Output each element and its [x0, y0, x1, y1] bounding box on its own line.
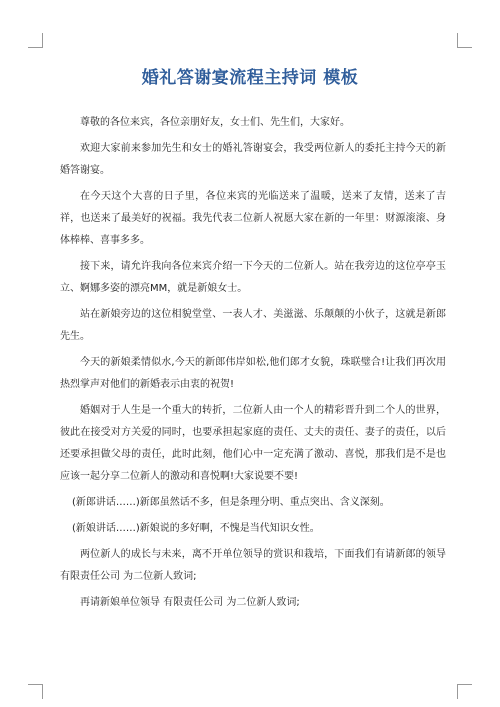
crop-mark-bottom-left [28, 684, 43, 699]
paragraph-congratulation: 今天的新娘柔情似水,今天的新郎伟岸如松,他们郎才女貌，珠联璧合!让我们再次用热烈掌声对他们的新婚表示由衷的祝贺! [60, 357, 446, 390]
paragraph-groom-leader: 两位新人的成长与未来，离不开单位领导的赏识和栽培，下面我们有请新郎的领导 有限责任公司 为二位新人致词; [60, 549, 446, 582]
document-body [60, 112, 446, 618]
paragraph-groom-speech: (新郎讲话……)新郎虽然话不多，但是条理分明、重点突出、含义深刻。 [72, 497, 390, 508]
paragraph-bride-speech: (新娘讲话……)新娘说的多好啊，不愧是当代知识女性。 [72, 523, 320, 534]
paragraph-groom-intro: 站在新娘旁边的这位相貌堂堂、一表人才、美滋滋、乐颠颠的小伙子，这就是新郎先生。 [60, 309, 446, 342]
paragraph-bride-leader: 再请新娘单位领导 有限责任公司 为二位新人致词; [80, 597, 300, 608]
paragraph-bride-intro: 接下来，请允许我向各位来宾介绍一下今天的二位新人。站在我旁边的这位亭亭玉立、婀娜多姿的漂亮MM，就是新娘女士。 [60, 261, 446, 294]
document-title: 婚礼答谢宴流程主持词 模板 [141, 68, 359, 88]
paragraph-marriage: 婚姻对于人生是一个重大的转折，二位新人由一个人的精彩晋升到二个人的世界，彼此在接受对方关爱的同时，也要承担起家庭的责任、丈夫的责任、妻子的责任，以后还要承担做父母的责任，此时此刻，他们心中一定充满了激动、喜悦，那我们是不是也应该一起分享二位新人的激动和喜悦啊!大家说要不要! [60, 405, 446, 482]
crop-mark-top-right [457, 33, 472, 48]
paragraph-blessing: 在今天这个大喜的日子里，各位来宾的光临送来了温暖，送来了友情，送来了吉祥，也送来了最美好的祝福。我先代表二位新人祝愿大家在新的一年里：财源滚滚、身体棒棒、喜事多多。 [60, 191, 446, 246]
crop-mark-top-left [28, 33, 43, 48]
crop-mark-bottom-right [457, 684, 472, 699]
paragraph-greeting: 尊敬的各位来宾，各位亲朋好友，女士们、先生们，大家好。 [80, 117, 350, 128]
paragraph-welcome: 欢迎大家前来参加先生和女士的婚礼答谢宴会，我受两位新人的委托主持今天的新婚答谢宴。 [60, 143, 446, 176]
